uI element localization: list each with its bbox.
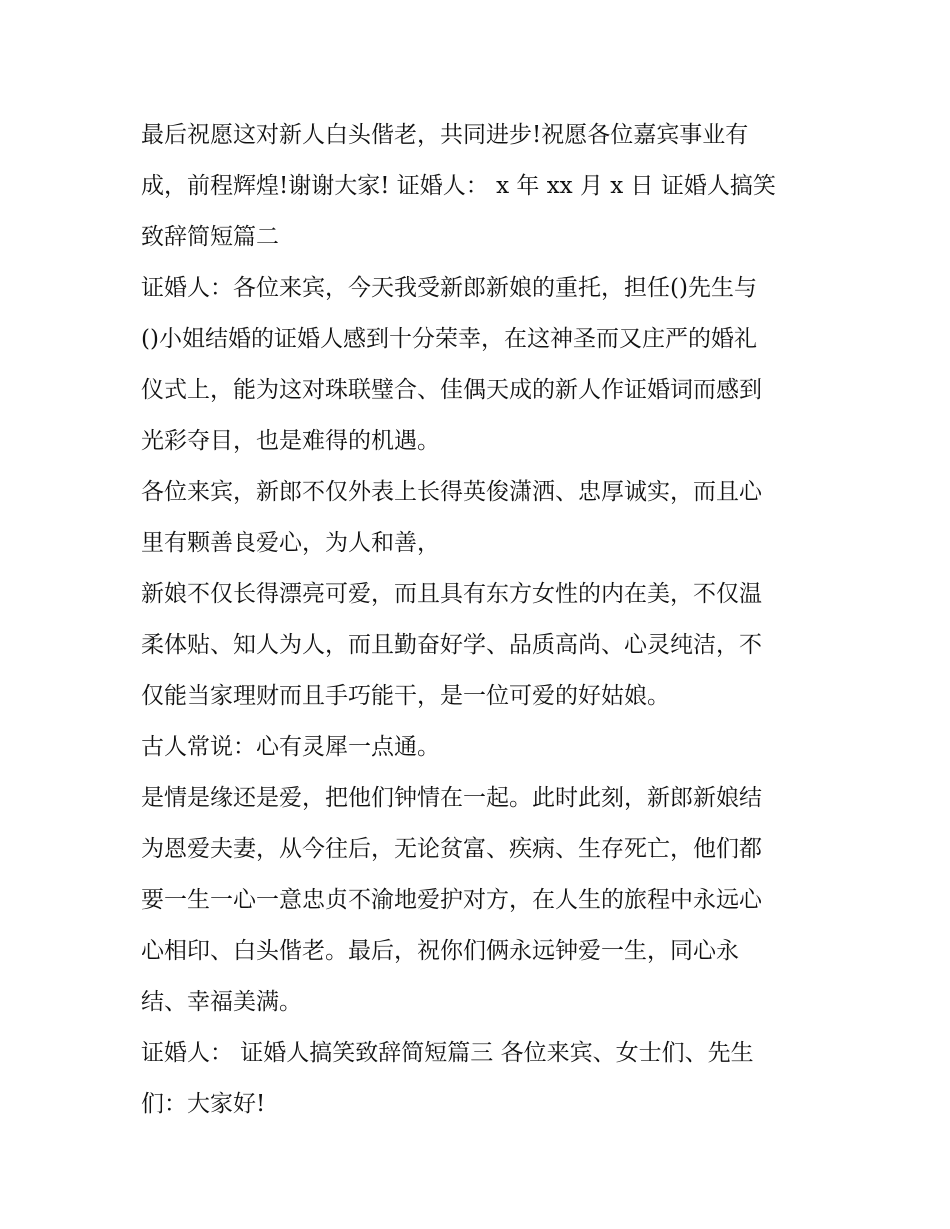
- text-line: 为恩爱夫妻，从今往后，无论贫富、疾病、生存死亡，他们都: [141, 836, 762, 862]
- text-line: 仪式上，能为这对珠联璧合、佳偶天成的新人作证婚词而感到: [141, 377, 762, 403]
- text-line: ()小姐结婚的证婚人感到十分荣幸，在这神圣而又庄严的婚礼: [141, 326, 757, 352]
- text-line: 柔体贴、知人为人，而且勤奋好学、品质高尚、心灵纯洁，不: [141, 632, 762, 658]
- text-line: 新娘不仅长得漂亮可爱，而且具有东方女性的内在美，不仅温: [141, 581, 762, 607]
- text-line: 成，前程辉煌!谢谢大家! 证婚人： x 年 xx 月 x 日 证婚人搞笑: [141, 173, 776, 199]
- text-line: 最后祝愿这对新人白头偕老，共同进步!祝愿各位嘉宾事业有: [141, 122, 749, 148]
- text-line: 证婚人：各位来宾，今天我受新郎新娘的重托，担任()先生与: [141, 275, 757, 301]
- text-line: 是情是缘还是爱，把他们钟情在一起。此时此刻，新郎新娘结: [141, 785, 762, 811]
- document-body: [141, 110, 813, 1130]
- text-line: 结、幸福美满。: [141, 989, 302, 1015]
- text-line: 仅能当家理财而且手巧能干，是一位可爱的好姑娘。: [141, 683, 670, 709]
- text-line: 光彩夺目，也是难得的机遇。: [141, 428, 440, 454]
- text-line: 各位来宾，新郎不仅外表上长得英俊潇洒、忠厚诚实，而且心: [141, 479, 762, 505]
- text-line: 里有颗善良爱心，为人和善，: [141, 530, 440, 556]
- text-line: 要一生一心一意忠贞不渝地爱护对方，在人生的旅程中永远心: [141, 887, 762, 913]
- text-line: 们：大家好!: [141, 1091, 266, 1117]
- text-line: 证婚人： 证婚人搞笑致辞简短篇三 各位来宾、女士们、先生: [141, 1040, 754, 1066]
- text-line: 心相印、白头偕老。最后，祝你们俩永远钟爱一生，同心永: [141, 938, 739, 964]
- text-line: 致辞简短篇二: [141, 224, 279, 250]
- text-line: 古人常说：心有灵犀一点通。: [141, 734, 440, 760]
